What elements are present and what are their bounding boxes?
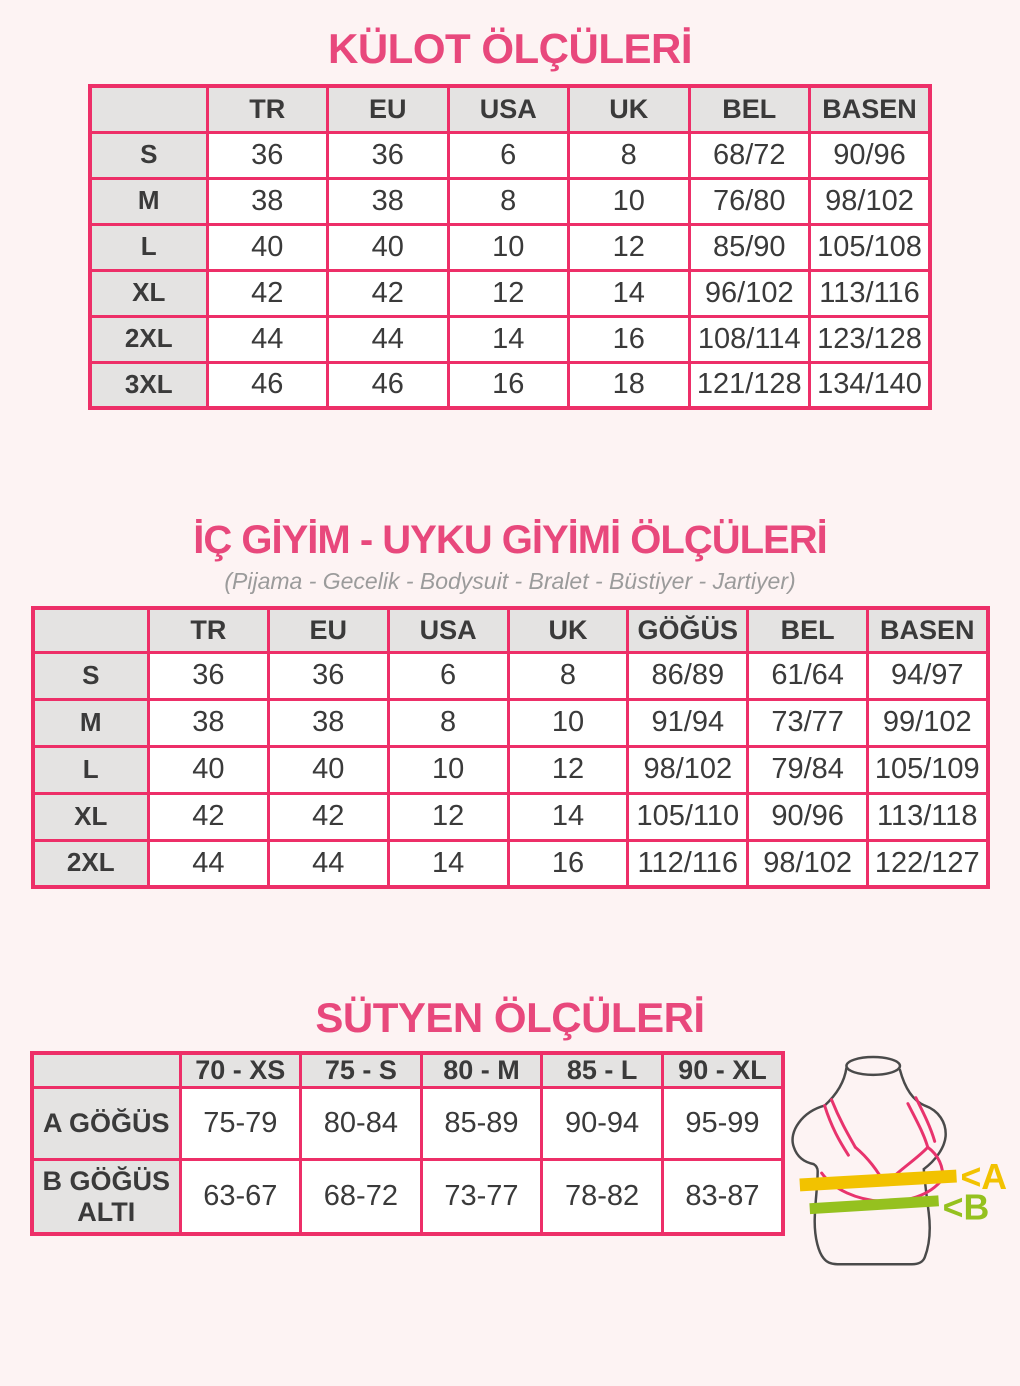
size-value-cell: 83-87 [662, 1160, 783, 1234]
header-row [33, 608, 988, 652]
corner-cell [32, 1053, 180, 1088]
size-value-cell: 38 [328, 178, 449, 224]
column-header: 80 - M [421, 1053, 542, 1088]
size-value-cell: 14 [508, 793, 628, 840]
size-value-cell: 40 [207, 224, 328, 270]
bust-band-a [800, 1176, 957, 1185]
column-header: EU [328, 86, 449, 132]
size-value-cell: 121/128 [689, 362, 810, 408]
table-row [33, 746, 988, 793]
column-header: BEL [748, 608, 868, 652]
size-value-cell: 36 [328, 132, 449, 178]
size-value-cell: 10 [448, 224, 569, 270]
size-value-cell: 44 [149, 840, 269, 887]
table-row [90, 316, 930, 362]
size-value-cell: 46 [207, 362, 328, 408]
size-value-cell: 68-72 [301, 1160, 422, 1234]
size-value-cell: 96/102 [689, 270, 810, 316]
size-value-cell: 113/118 [868, 793, 988, 840]
size-value-cell: 79/84 [748, 746, 868, 793]
size-value-cell: 12 [388, 793, 508, 840]
size-value-cell: 42 [328, 270, 449, 316]
size-value-cell: 14 [388, 840, 508, 887]
column-header: BASEN [810, 86, 931, 132]
size-value-cell: 38 [207, 178, 328, 224]
size-value-cell: 42 [149, 793, 269, 840]
size-value-cell: 18 [569, 362, 690, 408]
size-value-cell: 36 [207, 132, 328, 178]
size-value-cell: 98/102 [810, 178, 931, 224]
row-label: L [90, 224, 207, 270]
size-value-cell: 40 [328, 224, 449, 270]
row-label: XL [90, 270, 207, 316]
header-row [90, 86, 930, 132]
table-row [90, 178, 930, 224]
size-value-cell: 12 [569, 224, 690, 270]
size-value-cell: 8 [569, 132, 690, 178]
column-header: 70 - XS [180, 1053, 301, 1088]
column-header: BEL [689, 86, 810, 132]
size-value-cell: 90/96 [810, 132, 931, 178]
size-value-cell: 10 [569, 178, 690, 224]
size-value-cell: 16 [569, 316, 690, 362]
band-b-label: <B [942, 1188, 990, 1229]
corner-cell [90, 86, 207, 132]
column-header: TR [207, 86, 328, 132]
size-value-cell: 123/128 [810, 316, 931, 362]
size-value-cell: 10 [388, 746, 508, 793]
size-value-cell: 16 [448, 362, 569, 408]
sutyen-size-table [30, 1051, 785, 1236]
size-value-cell: 12 [448, 270, 569, 316]
row-label: S [33, 652, 149, 699]
row-label: 2XL [33, 840, 149, 887]
row-label: A GÖĞÜS [32, 1088, 180, 1160]
row-label: M [90, 178, 207, 224]
row-label: XL [33, 793, 149, 840]
row-label: B GÖĞÜS ALTI [32, 1160, 180, 1234]
column-header: EU [268, 608, 388, 652]
size-value-cell: 86/89 [628, 652, 748, 699]
size-value-cell: 36 [268, 652, 388, 699]
size-value-cell: 105/109 [868, 746, 988, 793]
size-value-cell: 105/110 [628, 793, 748, 840]
table-row [32, 1160, 783, 1234]
size-value-cell: 42 [268, 793, 388, 840]
table-row [33, 652, 988, 699]
size-value-cell: 90/96 [748, 793, 868, 840]
size-value-cell: 91/94 [628, 699, 748, 746]
column-header: UK [508, 608, 628, 652]
column-header: 85 - L [542, 1053, 663, 1088]
size-value-cell: 46 [328, 362, 449, 408]
size-value-cell: 44 [207, 316, 328, 362]
column-header: TR [149, 608, 269, 652]
column-header: 75 - S [301, 1053, 422, 1088]
column-header: USA [448, 86, 569, 132]
row-label: 2XL [90, 316, 207, 362]
size-value-cell: 14 [569, 270, 690, 316]
band-a-label: <A [960, 1157, 1008, 1198]
column-header: USA [388, 608, 508, 652]
size-value-cell: 76/80 [689, 178, 810, 224]
size-value-cell: 134/140 [810, 362, 931, 408]
size-value-cell: 40 [149, 746, 269, 793]
size-value-cell: 68/72 [689, 132, 810, 178]
table-row [90, 270, 930, 316]
kulot-section-title: KÜLOT ÖLÇÜLERİ [328, 25, 692, 72]
size-value-cell: 73-77 [421, 1160, 542, 1234]
size-chart-page [0, 26, 1020, 1236]
size-value-cell: 75-79 [180, 1088, 301, 1160]
table-row [90, 224, 930, 270]
size-value-cell: 99/102 [868, 699, 988, 746]
size-value-cell: 113/116 [810, 270, 931, 316]
size-value-cell: 6 [448, 132, 569, 178]
row-label: 3XL [90, 362, 207, 408]
size-value-cell: 44 [328, 316, 449, 362]
size-value-cell: 112/116 [628, 840, 748, 887]
size-value-cell: 90-94 [542, 1088, 663, 1160]
table-row [33, 793, 988, 840]
sutyen-section-body [0, 1051, 1020, 1236]
size-value-cell: 10 [508, 699, 628, 746]
size-value-cell: 6 [388, 652, 508, 699]
size-value-cell: 16 [508, 840, 628, 887]
size-value-cell: 73/77 [748, 699, 868, 746]
size-value-cell: 12 [508, 746, 628, 793]
table-row [90, 362, 930, 408]
size-value-cell: 8 [448, 178, 569, 224]
size-value-cell: 38 [149, 699, 269, 746]
size-value-cell: 80-84 [301, 1088, 422, 1160]
size-value-cell: 44 [268, 840, 388, 887]
icgiyim-size-table [31, 606, 990, 889]
column-header: 90 - XL [662, 1053, 783, 1088]
table-row [33, 699, 988, 746]
size-value-cell: 98/102 [628, 746, 748, 793]
row-label: S [90, 132, 207, 178]
size-value-cell: 122/127 [868, 840, 988, 887]
size-value-cell: 38 [268, 699, 388, 746]
table-row [90, 132, 930, 178]
size-value-cell: 78-82 [542, 1160, 663, 1234]
size-value-cell: 63-67 [180, 1160, 301, 1234]
column-header: GÖĞÜS [628, 608, 748, 652]
row-label: M [33, 699, 149, 746]
row-label: L [33, 746, 149, 793]
column-header: BASEN [868, 608, 988, 652]
size-value-cell: 108/114 [689, 316, 810, 362]
size-value-cell: 105/108 [810, 224, 931, 270]
size-value-cell: 14 [448, 316, 569, 362]
table-row [32, 1088, 783, 1160]
sutyen-section-title: SÜTYEN ÖLÇÜLERİ [315, 994, 705, 1042]
size-value-cell: 95-99 [662, 1088, 783, 1160]
size-value-cell: 36 [149, 652, 269, 699]
size-value-cell: 61/64 [748, 652, 868, 699]
bust-measurement-diagram [778, 1038, 1016, 1316]
size-value-cell: 42 [207, 270, 328, 316]
header-row [32, 1053, 783, 1088]
underbust-band-b [810, 1201, 939, 1209]
size-value-cell: 8 [388, 699, 508, 746]
table-row [33, 840, 988, 887]
size-value-cell: 40 [268, 746, 388, 793]
icgiyim-section-title: İÇ GİYİM - UYKU GİYİMİ ÖLÇÜLERİ [193, 518, 827, 563]
corner-cell [33, 608, 149, 652]
size-value-cell: 85-89 [421, 1088, 542, 1160]
size-value-cell: 94/97 [868, 652, 988, 699]
size-value-cell: 98/102 [748, 840, 868, 887]
size-value-cell: 8 [508, 652, 628, 699]
column-header: UK [569, 86, 690, 132]
icgiyim-section-subtitle: (Pijama - Gecelik - Bodysuit - Bralet - Büstiyer - Jartiyer) [224, 568, 796, 595]
size-value-cell: 85/90 [689, 224, 810, 270]
kulot-size-table [88, 84, 932, 410]
